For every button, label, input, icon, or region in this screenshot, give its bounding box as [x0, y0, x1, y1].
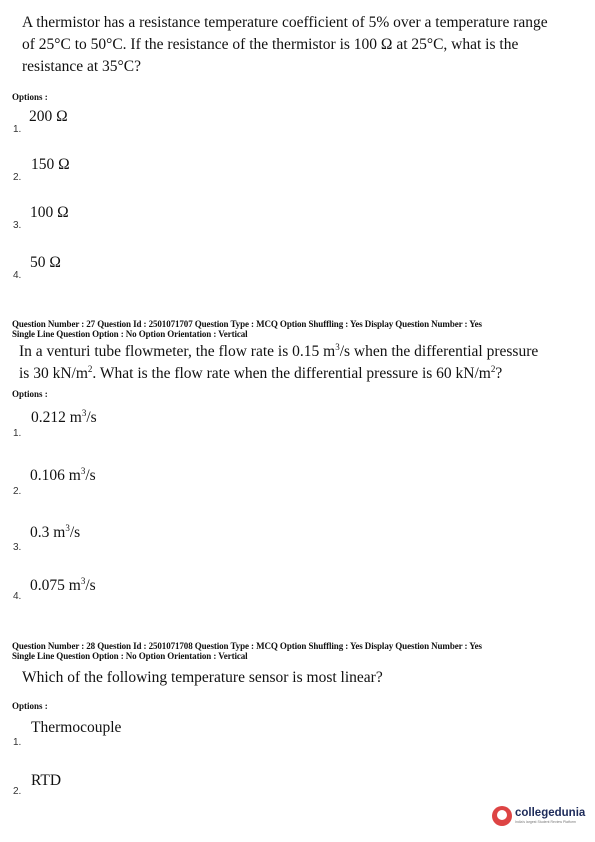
option-text: 0.3 $m^3/s$: [30, 522, 81, 541]
option-number: 1.: [13, 124, 22, 135]
option-text: 50 Ω: [30, 254, 61, 271]
option-number: 3.: [13, 220, 22, 231]
option-text: 150 Ω: [31, 156, 70, 173]
option-number: 2.: [13, 786, 22, 797]
question-text-line: of 25°C to 50°C. If the resistance of the thermistor is 100 Ω at 25°C, what is the: [22, 36, 519, 53]
question-meta: [12, 642, 587, 661]
option-text: Thermocouple: [31, 719, 122, 736]
question-text: Which of the following temperature sensor is most linear?: [22, 669, 383, 686]
question-text: [19, 341, 589, 385]
options-label: Options :: [12, 701, 48, 711]
question-text-line: resistance at 35°C?: [22, 58, 141, 75]
option-text: 0.075 $m^3/s$: [30, 575, 96, 594]
option-number: 2.: [13, 486, 22, 497]
option-text: 0.212 $m^3/s$: [31, 407, 97, 426]
graduate-icon: [492, 806, 512, 826]
question-meta-line: Single Line Question Option : No Option Orientation : Vertical: [12, 328, 248, 339]
option-text: 0.106 $m^3/s$: [30, 465, 96, 484]
option-number: 3.: [13, 542, 22, 553]
question-meta-line: Single Line Question Option : No Option Orientation : Vertical: [12, 650, 248, 661]
logo-name: collegedunia: [515, 807, 586, 819]
collegedunia-logo: [492, 806, 585, 826]
option-number: 1.: [13, 428, 22, 439]
option-number: 4.: [13, 591, 22, 602]
option-number: 2.: [13, 172, 22, 183]
options-label: Options :: [12, 92, 48, 102]
option-number: 4.: [13, 270, 22, 281]
option-number: 1.: [13, 737, 22, 748]
option-text: 100 Ω: [30, 204, 69, 221]
question-text: [22, 12, 582, 78]
question-text-line: A thermistor has a resistance temperature coefficient of 5% over a temperature range: [22, 14, 548, 31]
question-text-line: is 30 $kN/m^2$. What is the flow rate when the differential pressure is 60 $kN/m^2$?: [19, 363, 503, 382]
logo-tagline: India's largest Student Review Platform: [515, 819, 576, 824]
question-meta-line: Question Number : 27 Question Id : 2501071707 Question Type : MCQ Option Shuffling : Yes Display Question Number : Yes: [12, 319, 482, 329]
option-text: RTD: [31, 772, 62, 789]
question-meta-line: Question Number : 28 Question Id : 2501071708 Question Type : MCQ Option Shuffling : Yes Display Question Number : Yes: [12, 641, 482, 651]
question-meta: [12, 320, 587, 339]
options-label: Options :: [12, 389, 48, 399]
option-text: 200 Ω: [29, 108, 68, 125]
question-text-line: In a venturi tube flowmeter, the flow rate is 0.15 $m^3/s$ when the differential pressure: [19, 341, 539, 360]
